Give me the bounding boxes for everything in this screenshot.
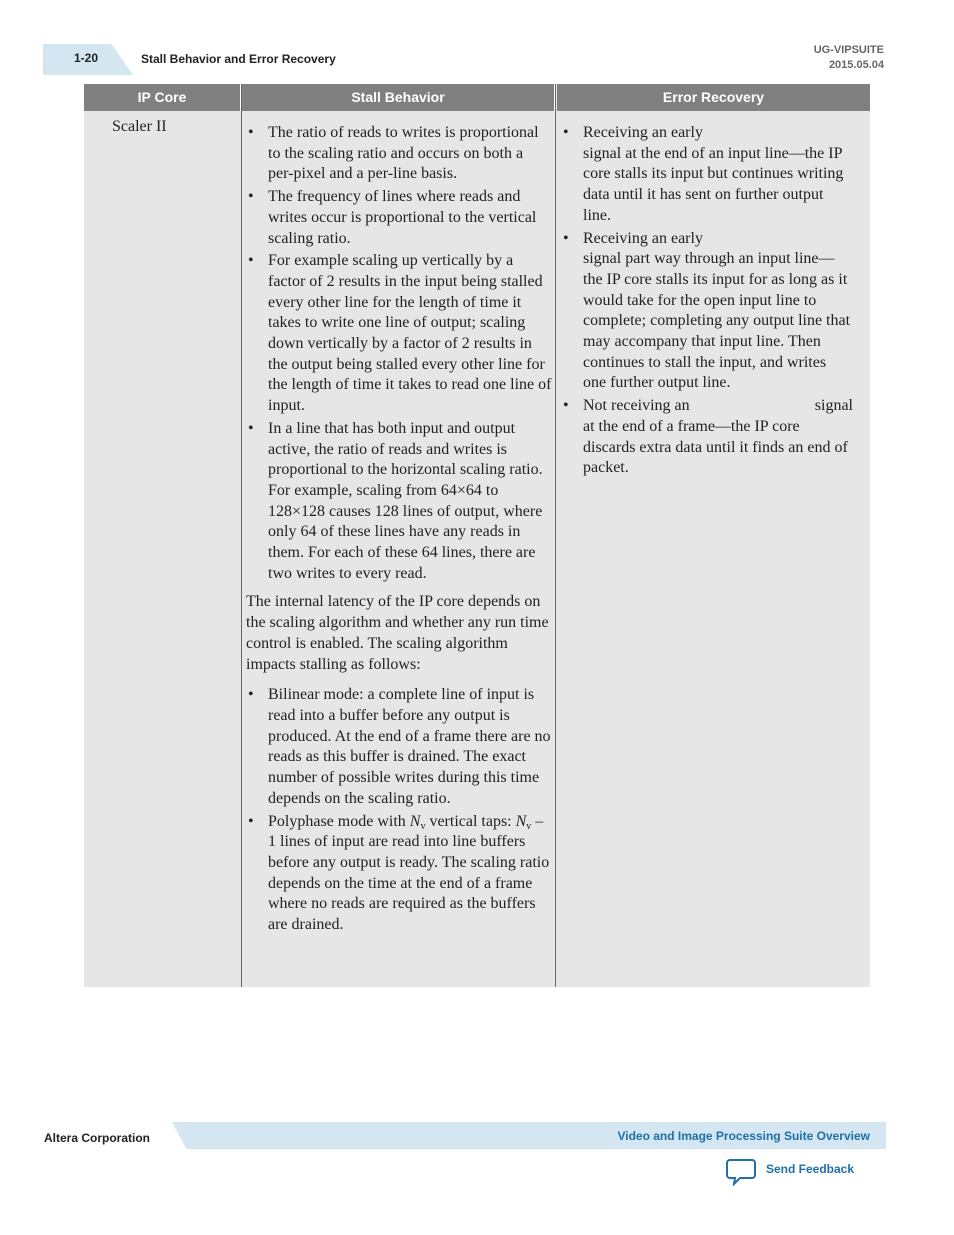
page-number: 1-20 <box>74 51 99 65</box>
item-rest: signal part way through an input line—the IP core stalls its input for as long as it would take for the open input line to complete; completing any output line that may accompany that input line. Then continues to stall the input, and writes one further output line. <box>583 250 851 392</box>
item-signal: signal <box>814 397 853 415</box>
section-title: Stall Behavior and Error Recovery <box>141 52 336 66</box>
ip-core-cell: Scaler II <box>112 118 167 135</box>
list-item: • For example scaling up vertically by a factor of 2 results in the input being stalled every other line for the length of time it takes to write one line of output; scaling down vertically by a factor of 2 results in the output being stalled every other line for the length of time it takes to read one line of input. <box>246 251 552 417</box>
doc-title-link[interactable]: Video and Image Processing Suite Overview <box>617 1129 870 1143</box>
stall-list <box>246 123 552 584</box>
v-subscript: v <box>420 820 426 832</box>
item-rest: signal at the end of an input line—the IP core stalls its input but continues writing data until it has sent on further output line. <box>583 144 844 224</box>
error-recovery-cell <box>561 123 853 481</box>
item-rest: at the end of a frame—the IP core discards extra data until it finds an end of packet. <box>583 417 848 477</box>
item-start: • Receiving an early <box>583 229 703 247</box>
column-divider <box>241 84 242 987</box>
n-symbol: N <box>409 812 421 830</box>
item-start: • Not receiving an <box>583 397 690 415</box>
list-item: • The frequency of lines where reads and writes occur is proportional to the vertical scaling ratio. <box>246 187 552 249</box>
header-ip-core: IP Core <box>84 84 240 111</box>
algorithm-list <box>246 685 552 935</box>
list-item <box>561 229 853 395</box>
list-item: • The ratio of reads to writes is proportional to the scaling ratio and occurs on both a per-pixel and a per-line basis. <box>246 123 552 185</box>
send-feedback-button[interactable] <box>726 1158 854 1188</box>
stall-behavior-cell <box>246 123 552 938</box>
list-item-polyphase <box>246 812 552 936</box>
item-start-line <box>583 396 853 417</box>
polyphase-suffix: – 1 lines of input are read into line buffers before any output is ready. The scaling ratio depends on the time at the end of a frame where no reads are required as the buffers are drained. <box>268 812 550 934</box>
doc-date: 2015.05.04 <box>828 59 884 71</box>
header-stall-behavior: Stall Behavior <box>242 84 554 111</box>
speech-bubble-icon <box>726 1158 756 1186</box>
list-item <box>561 396 853 479</box>
list-item <box>561 123 853 227</box>
header-error-recovery: Error Recovery <box>557 84 870 111</box>
send-feedback-label: Send Feedback <box>766 1162 855 1176</box>
company-name: Altera Corporation <box>44 1131 151 1145</box>
list-item-bilinear: • Bilinear mode: a complete line of input is read into a buffer before any output is produced. At the end of a frame there are no reads as this buffer is drained. The exact number of possible writes during this time depends on the scaling ratio. <box>246 685 552 809</box>
doc-info <box>814 43 884 73</box>
column-divider <box>555 84 556 987</box>
polyphase-middle: vertical taps: <box>425 812 516 830</box>
item-start: • Receiving an early <box>583 124 703 141</box>
v-subscript: v <box>526 820 532 832</box>
doc-id: UG-VIPSUITE <box>813 44 884 56</box>
n-symbol: N <box>515 812 527 830</box>
stall-table <box>84 84 870 987</box>
polyphase-prefix: Polyphase mode with <box>268 812 410 830</box>
error-list <box>561 123 853 479</box>
list-item: • In a line that has both input and output active, the ratio of reads and writes is proportional to the horizontal scaling ratio. For example, scaling from 64×64 to 128×128 causes 128 lines of output, where only 64 of these lines have any reads in them. For each of these 64 lines, there are two writes to every read. <box>246 419 552 585</box>
latency-paragraph: The internal latency of the IP core depends on the scaling algorithm and whether any run time control is enabled. The scaling algorithm impacts stalling as follows: <box>246 593 549 673</box>
